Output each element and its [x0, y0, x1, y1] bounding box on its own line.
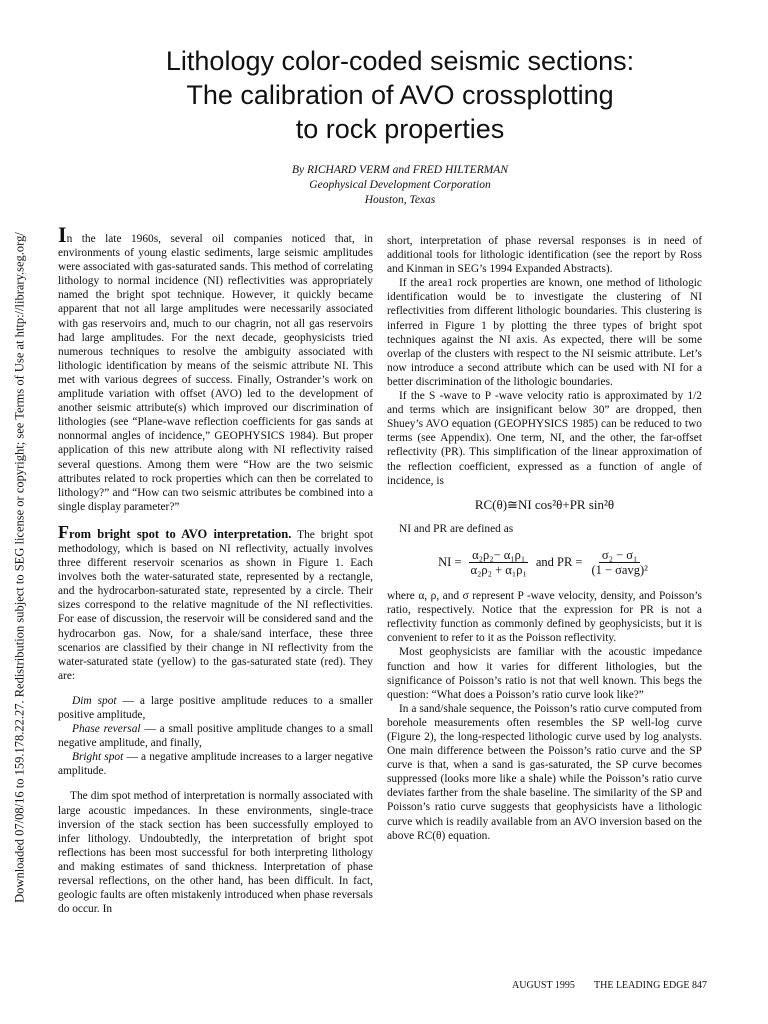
pr-fraction	[588, 548, 650, 577]
location: Houston, Texas	[364, 194, 436, 206]
left-column	[58, 222, 373, 916]
ni-numerator: α₂ρ₂− α₁ρ₁	[469, 548, 528, 563]
title-line-3: to rock properties	[295, 114, 505, 144]
definition-dim-spot: Dim spot — a large positive amplitude reduces to a smaller positive amplitude,	[58, 694, 373, 721]
ni-denominator: α₂ρ₂ + α₁ρ₁	[470, 562, 527, 577]
download-notice: Downloaded 07/08/16 to 159.178.22.27. Redistribution subject to SEG license or copyright; see Terms of Use at http://library.seg.org/	[12, 232, 27, 903]
intro-paragraph: In the late 1960s, several oil companies noticed that, in environments of young elastic sediments, large seismic amplitudes were associated with gas-saturated sands. This method of correlating lithology to normal incidence (NI) reflectivities was appropriately named the bright spot technique. However, it quickly became apparent that not all large amplitudes were necessarily associated with gas reservoirs and, much to our chagrin, not all gas reservoirs had large amplitudes. For the next decade, geophysicists tried numerous techniques to resolve the ambiguity associated with lithologic identification by means of the seismic attribute NI. This met with various degrees of success. Finally, Ostrander’s work on amplitude variation with offset (AVO) led to the development of another seismic attribute(s) which improved our discrimination of lithologies (see “Plane-wave reflection coefficients for gas sands at nonnormal angles of incidence,” GEOPHYSICS 1984). But proper application of this new attribute along with NI reflectivity raised several questions. Among them were “How are the two seismic attributes related to rock properties which can then be correlated to lithology?” and “How can two seismic attributes be combined into a single display parameter?”	[58, 222, 373, 513]
affiliation: Geophysical Development Corporation	[309, 179, 491, 191]
body-paragraph: In a sand/shale sequence, the Poisson’s ratio curve computed from borehole measurements often resembles the SP well-log curve (Figure 2), the long-respected lithologic curve used by log analysts. One main difference between the Poisson’s ratio curve and the SP curve is that, when a sand is gas-saturated, the SP curve becomes suppressed (looks more like a shale) while the Poisson’s ratio curve deviates farther from the shale baseline. The similarity of the SP and Poisson’s ratio curve suggests that geophysicists have a lithologic curve which is readily available from an AVO inversion based on the above RC(θ) equation.	[387, 702, 702, 842]
pr-denominator: (1 − σavg)²	[591, 562, 648, 577]
equation-ni-pr	[387, 548, 702, 577]
body-paragraph: Most geophysicists are familiar with the acoustic impedance function and how it varies for different lithologies, but the significance of Poisson’s ratio is not that well known. This begs the question: “What does a Poisson’s ratio curve look like?”	[387, 646, 702, 701]
pr-label: and PR =	[535, 555, 583, 570]
article-title	[60, 44, 740, 146]
right-column	[387, 234, 702, 843]
body-paragraph: short, interpretation of phase reversal responses is in need of additional tools for lithologic identification (see the report by Ross and Kinman in SEG’s 1994 Expanded Abstracts).	[387, 235, 702, 276]
ni-fraction	[468, 548, 530, 577]
definition-phase-reversal: Phase reversal — a small positive amplitude changes to a small negative amplitude, and finally,	[58, 723, 373, 750]
title-line-1: Lithology color-coded seismic sections:	[165, 46, 635, 76]
section-heading: From bright spot to AVO interpretation.	[58, 521, 292, 542]
definition-bright-spot: Bright spot — a negative amplitude increases to a larger negative amplitude.	[58, 751, 373, 778]
body-paragraph: If the S -wave to P -wave velocity ratio is approximated by 1/2 and terms which are insignificant below 30” are dropped, then Shuey’s AVO equation (GEOPHYSICS 1985) can be reduced to two terms (see Appendix). One term, NI, and the other, the far-offset reflectivity (PR). This simplification of the linear approximation of the reflection coefficient, expressed as a function of angle of incidence, is	[387, 390, 702, 487]
body-paragraph: where α, ρ, and σ represent P -wave velocity, density, and Poisson’s ratio, respectively. Notice that the expression for PR is not a reflectivity function as commonly defined by geophysicists, but it is convenient to refer to it as the Poisson reflectivity.	[387, 590, 702, 645]
authors: By RICHARD VERM and FRED HILTERMAN	[292, 164, 508, 176]
byline	[60, 163, 740, 208]
title-line-2: The calibration of AVO crossplotting	[186, 80, 614, 110]
drop-cap: I	[58, 222, 67, 247]
section-paragraph: From bright spot to AVO interpretation. The bright spot methodology, which is based on NI reflectivity, actually involves three different reservoir scenarios as shown in Figure 1. Each involves both the water-saturated state, represented by a rectangle, and the hydrocarbon-saturated state, represented by a circle. Their sizes correspond to the relative magnitude of the NI reflectivities. For ease of discussion, the reservoir will be considered sand and the hydrocarbon gas. Now, for a shale/sand interface, these three scenarios are classified by their change in NI reflectivity from the water-saturated state (yellow) to the gas-saturated state (red). They are:	[58, 521, 373, 682]
body-paragraph: NI and PR are defined as	[399, 522, 514, 535]
body-paragraph: The dim spot method of interpretation is normally associated with large acoustic impedances. In these environments, single-trace inversion of the stack section has been successfully employed to infer lithology. Undoubtedly, the interpretation of bright spot reflections has been most successful for both interpreting lithology and making estimates of sand thickness. Interpretation of phase reversal reflections, on the other hand, has been difficult. In fact, geologic faults are often mistakenly introduced when phase reversals do occur. In	[58, 790, 373, 916]
journal-page: THE LEADING EDGE 847	[594, 980, 708, 991]
ni-label: NI =	[438, 555, 462, 570]
equation-rc: RC(θ)≅NI cos²θ+PR sin²θ	[474, 496, 615, 512]
pr-numerator: σ₂ − σ₁	[599, 548, 641, 563]
issue-date: AUGUST 1995	[512, 980, 575, 991]
body-paragraph: If the area1 rock properties are known, one method of lithologic identification would be to investigate the clustering of NI reflectivities from different lithologic boundaries. This clustering is inferred in Figure 1 by plotting the three types of bright spot techniques against the NI axis. As expected, there will be some overlap of the clusters with respect to the NI seismic attribute. Let’s now introduce a second attribute which can be used with NI for a better discrimination of the lithologic boundaries.	[387, 277, 702, 388]
